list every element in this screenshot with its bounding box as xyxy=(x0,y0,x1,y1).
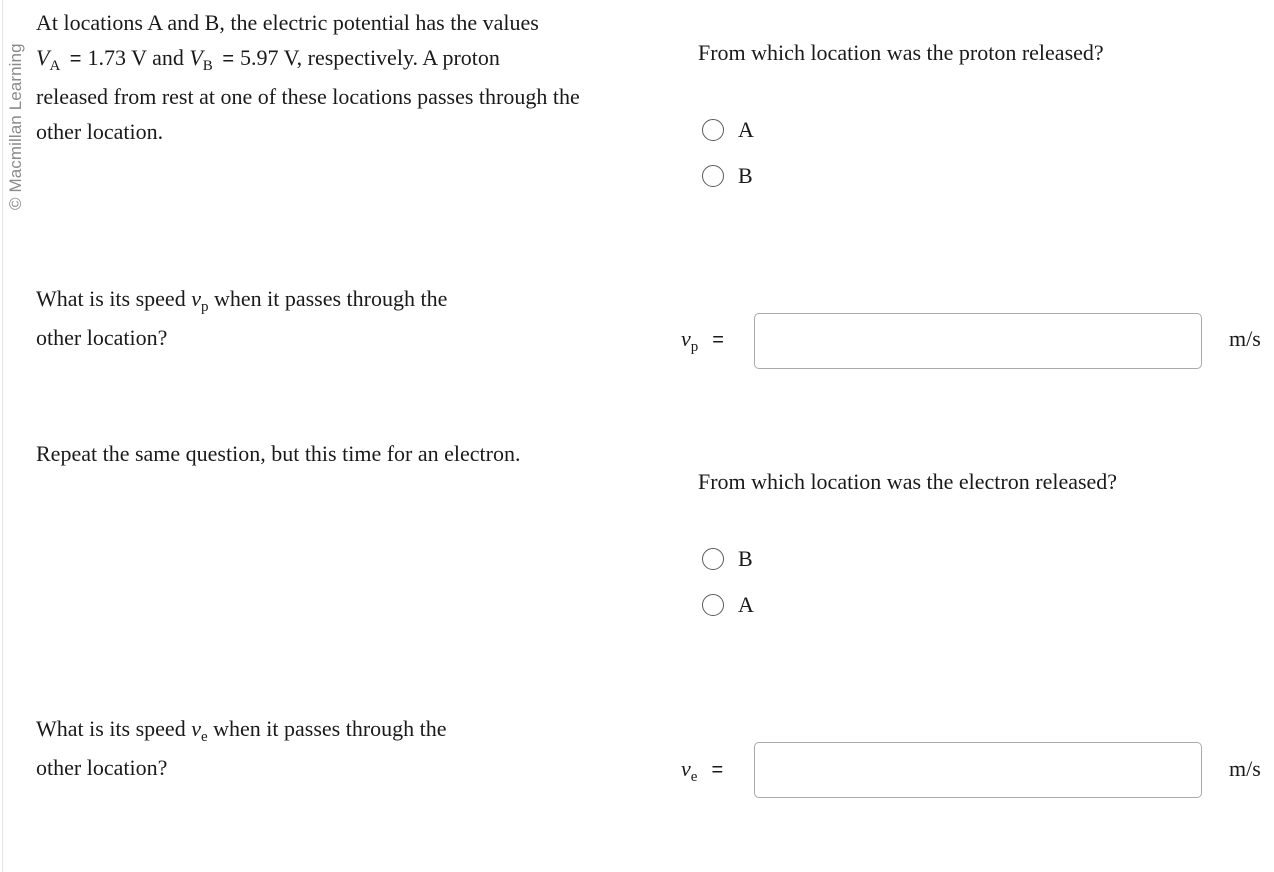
speed-text-after: when it passes through the xyxy=(213,716,447,741)
problem-line-3: released from rest at one of these locations passes through the xyxy=(36,84,580,109)
proton-speed-input[interactable] xyxy=(754,313,1202,369)
ve-label xyxy=(681,756,724,785)
speed-text-before: What is its speed xyxy=(36,286,186,311)
proton-location-question: From which location was the proton released? xyxy=(698,40,1104,65)
proton-speed-unit: m/s xyxy=(1229,326,1261,351)
ve-label-equals: = xyxy=(711,759,724,781)
vp-subscript: p xyxy=(200,299,209,315)
ve-label-symbol: v xyxy=(681,756,691,781)
electron-speed-line-1 xyxy=(36,711,651,750)
electron-speed-unit: m/s xyxy=(1229,756,1261,781)
vb-symbol: V xyxy=(189,45,203,70)
ve-label-subscript: e xyxy=(690,769,698,785)
proton-speed-question xyxy=(36,281,651,355)
problem-statement xyxy=(36,5,651,149)
vp-label xyxy=(681,326,724,355)
proton-speed-line-2: other location? xyxy=(36,325,168,350)
speed-text-before: What is its speed xyxy=(36,716,186,741)
option-label: A xyxy=(738,592,754,617)
electron-speed-line-2: other location? xyxy=(36,755,168,780)
option-label: A xyxy=(738,117,754,142)
proton-option-a[interactable] xyxy=(702,116,754,144)
va-equals: = xyxy=(69,48,82,70)
copyright-label: © Macmillan Learning xyxy=(6,43,25,210)
electron-option-a[interactable] xyxy=(702,591,754,619)
radio-button[interactable] xyxy=(702,548,724,570)
ve-symbol: v xyxy=(191,716,201,741)
proton-option-b[interactable] xyxy=(702,162,753,190)
vb-subscript: B xyxy=(202,58,213,74)
vp-label-symbol: v xyxy=(681,326,691,351)
va-subscript: A xyxy=(49,58,61,74)
option-label: B xyxy=(738,546,753,571)
radio-button[interactable] xyxy=(702,165,724,187)
vp-symbol: v xyxy=(191,286,201,311)
ve-subscript: e xyxy=(200,729,208,745)
option-label: B xyxy=(738,163,753,188)
proton-speed-line-1 xyxy=(36,281,651,320)
repeat-instruction: Repeat the same question, but this time for an electron. xyxy=(36,441,521,466)
electron-speed-input[interactable] xyxy=(754,742,1202,798)
problem-line-2 xyxy=(36,40,651,79)
problem-line-4: other location. xyxy=(36,119,164,144)
va-symbol: V xyxy=(36,45,50,70)
va-value: 1.73 V and xyxy=(87,45,184,70)
problem-line-1: At locations A and B, the electric potential has the values xyxy=(36,10,539,35)
page-edge-divider xyxy=(2,0,3,872)
radio-button[interactable] xyxy=(702,594,724,616)
electron-location-question: From which location was the electron released? xyxy=(698,469,1118,494)
vb-value: 5.97 V, respectively. A proton xyxy=(240,45,500,70)
electron-option-b[interactable] xyxy=(702,545,753,573)
vp-label-subscript: p xyxy=(690,339,699,355)
radio-button[interactable] xyxy=(702,119,724,141)
vb-equals: = xyxy=(222,48,234,70)
speed-text-after: when it passes through the xyxy=(213,286,448,311)
electron-speed-question xyxy=(36,711,651,785)
vp-label-equals: = xyxy=(712,329,724,351)
